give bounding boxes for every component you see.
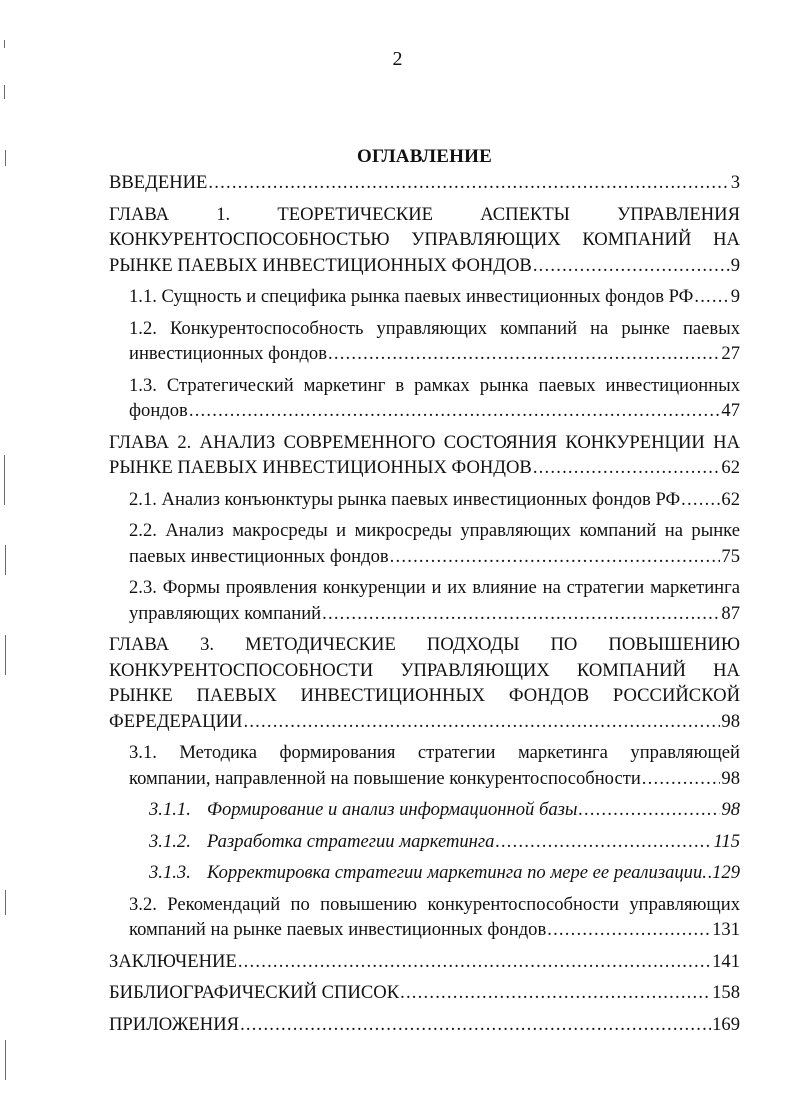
toc-entry-line: ГЛАВА 2. АНАЛИЗ СОВРЕМЕННОГО СОСТОЯНИЯ КОНКУРЕНЦИИ НА xyxy=(109,431,740,453)
toc-entry-line: 2.3. Формы проявления конкуренции и их влияние на стратегии маркетинга xyxy=(129,577,740,598)
toc-entry[interactable] xyxy=(109,518,740,569)
dot-leader xyxy=(547,917,711,943)
toc-entry-page: 98 xyxy=(721,767,740,789)
dot-leader xyxy=(328,341,720,367)
toc-entry-line: РЫНКЕ ПАЕВЫХ ИНВЕСТИЦИОННЫХ ФОНДОВ РОССИЙСКОЙ xyxy=(109,685,740,706)
toc-entry[interactable] xyxy=(109,892,740,943)
dot-leader xyxy=(694,284,729,310)
toc-entry-leader-line xyxy=(109,253,740,279)
toc-entry-leader-line xyxy=(129,544,740,570)
toc-entry-leader-line xyxy=(149,797,740,823)
scan-artifact xyxy=(5,1040,6,1080)
toc-entry-leader-line xyxy=(129,487,740,513)
toc-entry-leader-line xyxy=(109,170,740,196)
dot-leader xyxy=(579,797,721,823)
toc-entry[interactable] xyxy=(109,740,740,791)
toc-entry-line: КОНКУРЕНТОСПОСОБНОСТИ УПРАВЛЯЮЩИХ КОМПАНИЙ НА xyxy=(109,659,740,681)
toc-entry-title: компании, направленной на повышение конкурентоспособности xyxy=(129,767,641,789)
toc-entry-title: 1.1. Сущность и специфика рынка паевых инвестиционных фондов РФ xyxy=(129,286,694,307)
toc-entry-leader-line xyxy=(109,949,740,975)
toc-entry-page: 62 xyxy=(721,488,740,510)
toc-entry-page: 115 xyxy=(713,830,740,852)
toc-entry-page: 141 xyxy=(712,950,740,972)
toc-entry-title: управляющих компаний xyxy=(129,602,322,624)
toc-entry-title: ВВЕДЕНИЕ xyxy=(109,172,208,193)
toc-entry[interactable] xyxy=(109,829,740,855)
toc-entry-title: Разработка стратегии маркетинга xyxy=(207,830,495,852)
toc-entry-page: 3 xyxy=(730,172,740,193)
toc-entry[interactable] xyxy=(109,949,740,975)
toc-entry-title: инвестиционных фондов xyxy=(129,343,327,364)
dot-leader xyxy=(322,601,720,627)
dot-leader xyxy=(681,487,720,513)
scan-artifact xyxy=(5,635,6,675)
toc-entry-title: Корректировка стратегии маркетинга по мере ее реализации. xyxy=(207,862,707,883)
toc-entry-page: 158 xyxy=(712,982,740,1003)
toc-entry-title: ПРИЛОЖЕНИЯ xyxy=(109,1013,240,1035)
toc-entry-line: 3.2. Рекомендаций по повышению конкурентоспособности управляющих xyxy=(129,893,740,915)
toc-entry-title: 2.1. Анализ конъюнктуры рынка паевых инвестиционных фондов РФ xyxy=(129,488,681,510)
toc-entry-line: КОНКУРЕНТОСПОСОБНОСТЬЮ УПРАВЛЯЮЩИХ КОМПАНИЙ НА xyxy=(109,229,740,250)
dot-leader xyxy=(189,398,721,424)
dot-leader xyxy=(533,253,730,279)
scan-artifact xyxy=(5,150,6,166)
toc-entry-page: 131 xyxy=(712,919,740,940)
toc-entry-leader-line xyxy=(129,766,740,792)
toc-entry-line: 1.3. Стратегический маркетинг в рамках рынка паевых инвестиционных xyxy=(129,374,740,396)
toc-entry-leader-line xyxy=(149,860,740,886)
toc-entry-page: 47 xyxy=(721,400,740,421)
toc-entry-page: 169 xyxy=(712,1013,740,1035)
toc-entry-title: ФЕРЕДЕРАЦИИ xyxy=(109,710,243,732)
scan-artifact xyxy=(4,455,5,505)
toc-entry[interactable] xyxy=(109,860,740,886)
toc-entry-number: 3.1.1. xyxy=(149,799,191,820)
scan-artifact xyxy=(4,85,5,99)
toc-entry-leader-line xyxy=(129,284,740,310)
toc-entry-leader-line xyxy=(129,601,740,627)
toc-entry[interactable] xyxy=(109,284,740,310)
scan-artifact xyxy=(5,545,6,575)
toc-entry-leader-line xyxy=(109,709,740,735)
toc-entry[interactable] xyxy=(109,632,740,734)
toc-entry[interactable] xyxy=(109,170,740,196)
toc-entry-page: 9 xyxy=(730,254,740,276)
toc-entry-title: фондов xyxy=(129,400,188,421)
dot-leader xyxy=(642,766,721,792)
page-number: 2 xyxy=(392,48,403,70)
toc-entry-leader-line xyxy=(109,1012,740,1038)
toc-entry[interactable] xyxy=(109,487,740,513)
toc-entry[interactable] xyxy=(109,575,740,626)
toc-entry-page: 9 xyxy=(730,286,740,307)
toc-entry-leader-line xyxy=(129,341,740,367)
toc-entry-title: РЫНКЕ ПАЕВЫХ ИНВЕСТИЦИОННЫХ ФОНДОВ xyxy=(109,457,532,478)
toc-entry-leader-line xyxy=(129,398,740,424)
toc-entry[interactable] xyxy=(109,316,740,367)
toc-entry[interactable] xyxy=(109,1012,740,1038)
toc-entry-page: 87 xyxy=(721,602,740,624)
dot-leader xyxy=(238,949,711,975)
toc-entry-line: ГЛАВА 1. ТЕОРЕТИЧЕСКИЕ АСПЕКТЫ УПРАВЛЕНИЯ xyxy=(109,203,740,225)
toc-title: ОГЛАВЛЕНИЕ xyxy=(357,146,492,167)
toc-entry-line: 3.1. Методика формирования стратегии маркетинга управляющей xyxy=(129,742,740,763)
toc-entry-page: 62 xyxy=(721,457,740,478)
toc-entry-page: 75 xyxy=(721,545,740,567)
toc-entry-leader-line xyxy=(149,829,740,855)
toc-entry-number: 3.1.3. xyxy=(149,862,191,883)
toc-entry-leader-line xyxy=(129,917,740,943)
toc-entry-title: паевых инвестиционных фондов xyxy=(129,545,389,567)
toc-entry-line: ГЛАВА 3. МЕТОДИЧЕСКИЕ ПОДХОДЫ ПО ПОВЫШЕНИЮ xyxy=(109,634,740,655)
toc-entry-page: 27 xyxy=(721,343,740,364)
dot-leader xyxy=(243,709,720,735)
dot-leader xyxy=(240,1012,711,1038)
table-of-contents xyxy=(109,170,740,1037)
toc-entry-page: 98 xyxy=(721,799,740,820)
toc-entry-title: БИБЛИОГРАФИЧЕСКИЙ СПИСОК xyxy=(109,982,400,1003)
toc-entry-leader-line xyxy=(109,455,740,481)
toc-entry-title: ЗАКЛЮЧЕНИЕ xyxy=(109,950,237,972)
toc-entry[interactable] xyxy=(109,797,740,823)
dot-leader xyxy=(390,544,721,570)
toc-entry-page: 129 xyxy=(712,862,740,883)
toc-entry-title: Формирование и анализ информационной базы xyxy=(207,799,578,820)
toc-entry[interactable] xyxy=(109,980,740,1006)
toc-entry-number: 3.1.2. xyxy=(149,830,191,852)
toc-entry-title: компаний на рынке паевых инвестиционных фондов xyxy=(129,919,547,940)
dot-leader xyxy=(208,170,729,196)
toc-entry-title: РЫНКЕ ПАЕВЫХ ИНВЕСТИЦИОННЫХ ФОНДОВ xyxy=(109,254,532,276)
dot-leader xyxy=(495,829,712,855)
toc-entry[interactable] xyxy=(109,373,740,424)
toc-entry-page: 98 xyxy=(721,710,740,732)
toc-entry-leader-line xyxy=(109,980,740,1006)
toc-entry[interactable] xyxy=(109,202,740,279)
scan-artifact xyxy=(4,40,5,48)
dot-leader xyxy=(400,980,711,1006)
dot-leader xyxy=(708,860,711,886)
toc-entry-line: 2.2. Анализ макросреды и микросреды управляющих компаний на рынке xyxy=(129,520,740,541)
toc-entry-line: 1.2. Конкурентоспособность управляющих компаний на рынке паевых xyxy=(129,317,740,339)
toc-entry[interactable] xyxy=(109,430,740,481)
scan-artifact xyxy=(5,890,6,915)
dot-leader xyxy=(533,455,721,481)
